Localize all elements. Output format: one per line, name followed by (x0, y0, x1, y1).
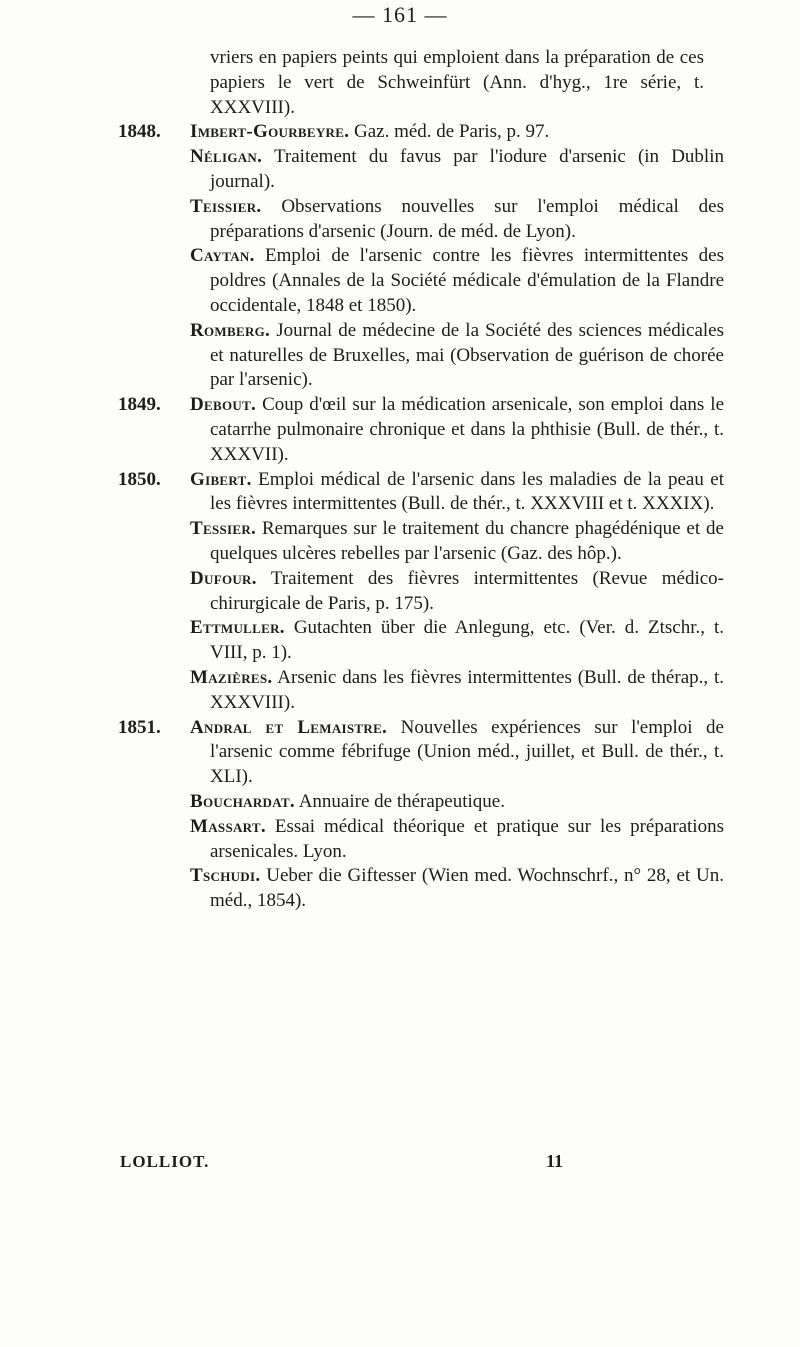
bibliography-entry (0, 120, 800, 145)
entry-text: Nouvelles expériences sur l'emploi de l'arsenic comme fébrifuge (Union méd., juillet, et Bull. de thér., t. XLI). (210, 716, 724, 788)
entry-author: Imbert-Gourbeyre. (190, 121, 350, 143)
entry-text: Arsenic dans les fièvres intermittentes (Bull. de thérap., t. XXXVIII). (210, 666, 725, 713)
entry-author: Andral et Lemaistre. (190, 716, 388, 738)
bibliography-entry (0, 815, 800, 865)
entry-author: Tschudi. (190, 865, 261, 887)
entry-text: Emploi de l'arsenic contre les fièvres intermittentes des poldres (Annales de la Société médicale d'émulation de la Flandre occidentale, 1848 et 1850). (210, 245, 725, 316)
bibliography-entry (0, 666, 800, 716)
bibliography-entry (0, 616, 800, 666)
bibliography-entry (0, 145, 800, 195)
bibliography-entry (0, 567, 800, 617)
bibliography-entry (0, 393, 800, 467)
entry-author: Romberg. (190, 319, 271, 341)
entry-text: Coup d'œil sur la médication arsenicale, son emploi dans le catarrhe pulmonaire chronique et dans la phthisie (Bull. de thér., t. XXXVII). (210, 394, 725, 465)
entry-author: Gibert. (190, 468, 252, 490)
bibliography-entry (0, 46, 800, 120)
entry-text: Gaz. méd. de Paris, p. 97. (354, 121, 550, 143)
entry-text: Annuaire de thérapeutique. (298, 790, 505, 812)
entry-author: Dufour. (190, 567, 257, 589)
bibliography-list (0, 46, 800, 914)
printer-signature: LOLLIOT. (120, 1152, 210, 1171)
entry-text: Essai médical théorique et pratique sur les préparations arsenicales. Lyon. (210, 815, 724, 862)
entry-year: 1850. (118, 468, 161, 490)
entry-text: vriers en papiers peints qui emploient dans la préparation de ces papiers le vert de Schweinfürt (Ann. d'hyg., 1re série, t. XXXVIII). (210, 47, 704, 118)
entry-author: Néligan. (190, 146, 263, 168)
bibliography-entry (0, 716, 800, 790)
page-number: — 161 — (352, 2, 448, 27)
entry-author: Tessier. (190, 518, 257, 540)
entry-text: Traitement des fièvres intermittentes (Revue médico-chirurgicale de Paris, p. 175). (210, 567, 724, 614)
entry-author: Teissier. (190, 195, 262, 217)
bibliography-entry (0, 468, 800, 518)
entry-author: Caytan. (190, 245, 255, 267)
bibliography-entry (0, 790, 800, 815)
entry-text: Ueber die Giftesser (Wien med. Wochnschrf., n° 28, et Un. méd., 1854). (210, 865, 725, 912)
sheet-number: 11 (546, 1151, 564, 1171)
entry-text: Remarques sur le traitement du chancre phagédénique et de quelques ulcères rebelles par l'arsenic (Gaz. des hôp.). (210, 518, 724, 564)
entry-text: Emploi médical de l'arsenic dans les maladies de la peau et les fièvres intermittentes (Bull. de thér., t. XXXVIII et t. XXXIX). (210, 468, 724, 515)
bibliography-entry (0, 244, 800, 318)
bibliography-entry (0, 864, 800, 914)
entry-author: Massart. (190, 815, 266, 837)
bibliography-entry (0, 517, 800, 567)
entry-text: Observations nouvelles sur l'emploi médical des préparations d'arsenic (Journ. de méd. de Lyon). (210, 195, 725, 242)
entry-text: Gutachten über die Anlegung, etc. (Ver. d. Ztschr., t. VIII, p. 1). (210, 617, 724, 664)
entry-author: Bouchardat. (190, 790, 295, 812)
entry-year: 1851. (118, 716, 161, 738)
entry-year: 1848. (118, 121, 161, 143)
bibliography-entry (0, 195, 800, 245)
entry-author: Debout. (190, 394, 257, 416)
entry-text: Traitement du favus par l'iodure d'arsenic (in Dublin journal). (210, 146, 724, 192)
entry-author: Mazières. (190, 666, 273, 688)
entry-text: Journal de médecine de la Société des sciences médicales et naturelles de Bruxelles, mai (Observation de guérison de chorée par l'arsenic). (210, 319, 724, 391)
bibliography-entry (0, 319, 800, 393)
entry-author: Ettmuller. (190, 617, 285, 639)
entry-year: 1849. (118, 394, 161, 416)
